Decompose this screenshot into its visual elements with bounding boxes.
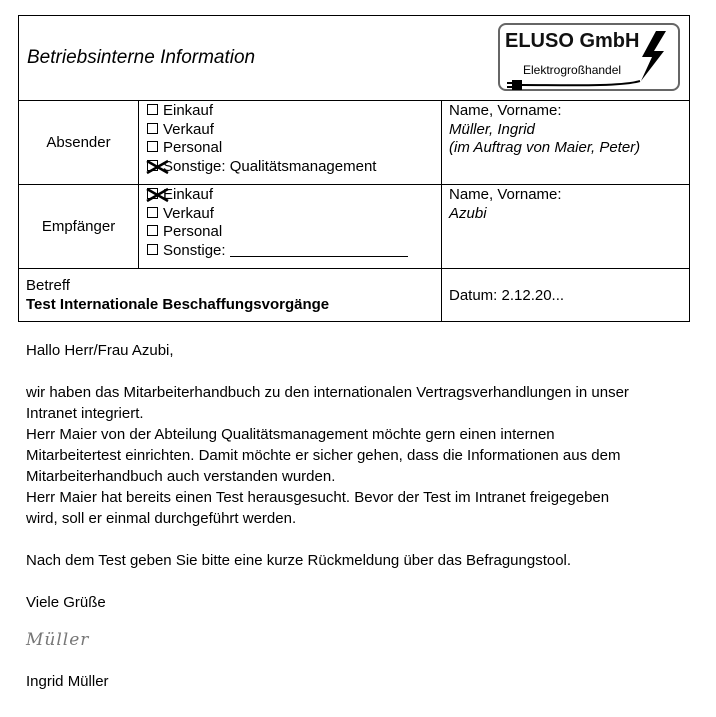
checkbox[interactable] [147, 244, 158, 255]
sender-name-label: Name, Vorname: [449, 102, 562, 119]
cross-mark-icon [146, 186, 172, 204]
checkbox[interactable] [147, 141, 158, 152]
sender-name-note: (im Auftrag von Maier, Peter) [449, 139, 641, 156]
recipient-options [139, 185, 442, 269]
letter-line: Mitarbeiterhandbuch auch verstanden wurden. [26, 468, 336, 485]
checkbox[interactable] [147, 123, 158, 134]
sender-label: Absender [19, 101, 139, 185]
info-form [18, 15, 690, 322]
letter-body [26, 340, 706, 692]
letter-line: wir haben das Mitarbeiterhandbuch zu den internationalen Vertragsverhandlungen in unser [26, 384, 629, 401]
recipient-name-cell [442, 185, 690, 269]
date-field: Datum: 2.12.20... [442, 269, 690, 322]
sender-option-personal[interactable]: Personal [147, 139, 441, 158]
form-header [19, 16, 690, 101]
checkbox[interactable] [147, 104, 158, 115]
recipient-name-label: Name, Vorname: [449, 186, 562, 203]
sender-options [139, 101, 442, 185]
letter-line: wird, soll er einmal durchgeführt werden. [26, 510, 297, 527]
logo-subtitle: Elektrogroßhandel [523, 63, 622, 77]
company-logo [498, 23, 680, 91]
subject-cell [19, 269, 442, 322]
closing: Viele Grüße [26, 594, 106, 611]
logo-name: ELUSO GmbH [505, 30, 640, 52]
checkbox[interactable] [147, 207, 158, 218]
letter-line: Mitarbeitertest einrichten. Damit möchte er sicher gehen, dass die Informationen aus dem [26, 447, 621, 464]
letter-line: Herr Maier hat bereits einen Test herausgesucht. Bevor der Test im Intranet freigegeben [26, 489, 610, 506]
signer-name: Ingrid Müller [26, 673, 109, 690]
signature: Müller [26, 630, 90, 650]
letter-line: Nach dem Test geben Sie bitte eine kurze Rückmeldung über das Befragungstool. [26, 552, 572, 569]
lightning-bolt-icon [641, 31, 666, 81]
sonstige-blank-line[interactable] [230, 242, 408, 257]
letter-line: Intranet integriert. [26, 405, 144, 422]
checkbox[interactable] [147, 225, 158, 236]
subject-value: Test Internationale Beschaffungsvorgänge [26, 295, 330, 313]
cross-mark-icon [146, 158, 172, 176]
recipient-option-verkauf[interactable]: Verkauf [147, 205, 441, 224]
sender-name-value: Müller, Ingrid [449, 120, 535, 138]
form-title: Betriebsinterne Information [27, 47, 256, 68]
sender-option-verkauf[interactable]: Verkauf [147, 121, 441, 140]
greeting: Hallo Herr/Frau Azubi, [26, 342, 174, 359]
subject-label: Betreff [26, 277, 70, 294]
recipient-option-sonstige[interactable]: Sonstige: [147, 242, 441, 261]
sender-name-cell [442, 101, 690, 185]
recipient-option-einkauf[interactable]: Einkauf [147, 186, 441, 205]
recipient-name-value: Azubi [449, 204, 487, 222]
recipient-option-personal[interactable]: Personal [147, 223, 441, 242]
letter-line: Herr Maier von der Abteilung Qualitätsmanagement möchte gern einen internen [26, 426, 555, 443]
recipient-label: Empfänger [19, 185, 139, 269]
sender-option-einkauf[interactable]: Einkauf [147, 102, 441, 121]
sender-option-sonstige[interactable]: Sonstige: Qualitätsmanagement [147, 158, 441, 177]
plug-icon [522, 81, 640, 85]
